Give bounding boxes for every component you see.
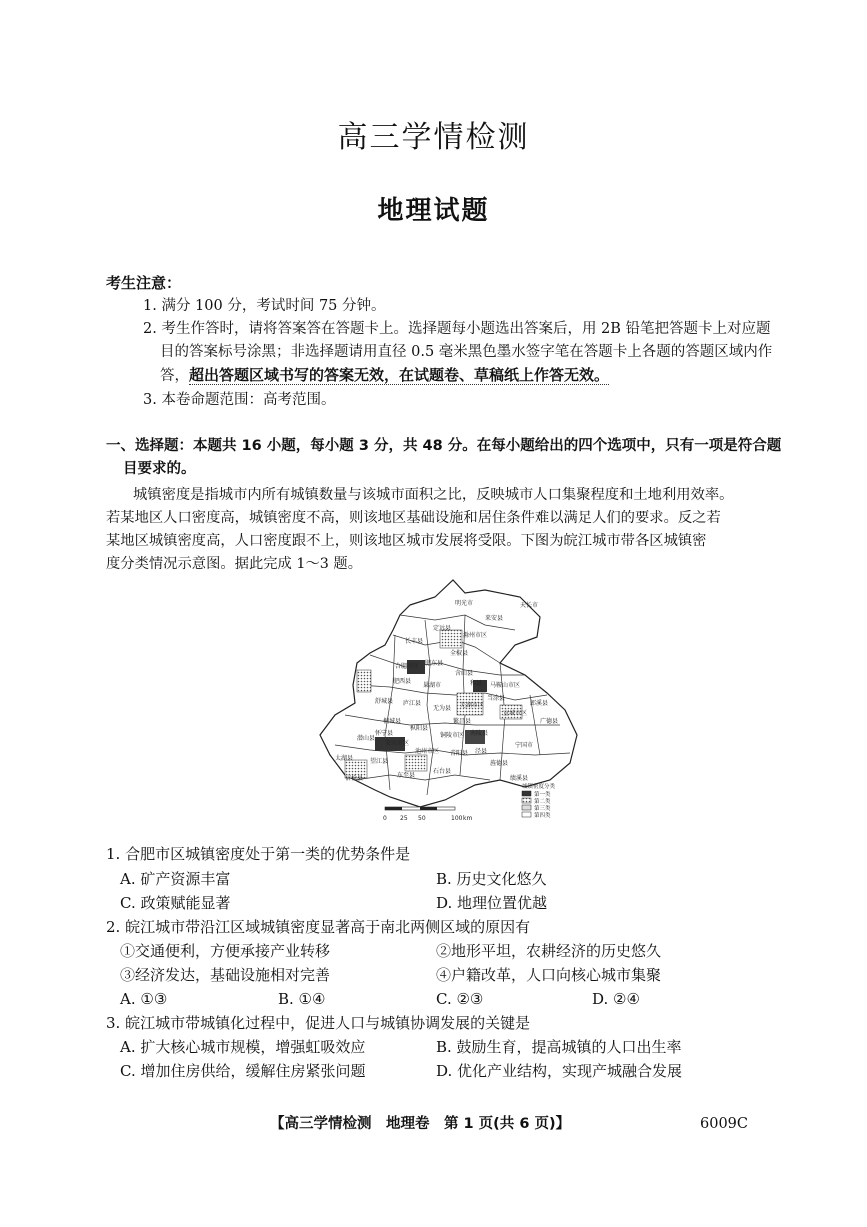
q1-stem: 1. 合肥市区城镇密度处于第一类的优势条件是: [106, 845, 411, 863]
label-susong: 宿松县: [345, 775, 364, 782]
scale-25: 25: [400, 815, 408, 822]
label-huaining: 怀宁县: [375, 730, 394, 737]
label-maanshan: 马鞍山市区: [490, 682, 521, 689]
label-nanling: 南陵县: [470, 730, 489, 737]
q2-option-b: B. ①④: [278, 990, 326, 1008]
label-quanjiao: 全椒县: [450, 650, 469, 657]
label-qingyang: 青阳县: [450, 750, 469, 757]
scale-unit: km: [463, 815, 473, 822]
q2-option-d: D. ②④: [592, 990, 640, 1008]
q3-option-a: A. 扩大核心城市规模，增强虹吸效应: [120, 1038, 366, 1056]
passage-line-3: 某地区城镇密度高，人口密度跟不上，则该地区城市发展将受限。下图为皖江城市带各区城镇密: [106, 533, 707, 549]
legend-title: 城镇密度分类: [522, 784, 556, 790]
passage-line-1: 城镇密度是指城市内所有城镇数量与该城市面积之比，反映城市人口集聚程度和土地利用效率。: [133, 487, 734, 503]
label-wuhu: 芜湖市区: [460, 702, 485, 709]
notice-item-2: 2. 考生作答时，请将答案答在答题卡上。选择题每小题选出答案后，用 2B 铅笔把答题卡上对应题: [143, 321, 771, 337]
label-xuancheng: 宣城市区: [503, 710, 528, 717]
scale-bar: [383, 807, 472, 822]
label-wuwei: 无为县: [433, 705, 452, 712]
passage-line-4: 度分类情况示意图。据此完成 1～3 题。: [106, 556, 363, 572]
label-chizhou: 池州市区: [415, 748, 440, 755]
legend-cat-1: 第一类: [534, 792, 551, 798]
label-laian: 来安县: [485, 615, 504, 622]
label-dangtu: 当涂县: [487, 695, 506, 702]
q1-option-c: C. 政策赋能显著: [120, 894, 231, 912]
subject-title: 地理试题: [377, 196, 490, 226]
label-ningguo: 宁国市: [515, 742, 534, 749]
label-langxi: 郎溪县: [530, 700, 549, 707]
label-lujiang: 庐江县: [403, 700, 422, 707]
label-taihu: 太湖县: [335, 755, 354, 762]
label-dongzhi: 东至县: [397, 772, 416, 779]
label-tianchang: 天长市: [520, 602, 539, 609]
label-fanchang: 繁昌县: [453, 718, 472, 725]
label-guangde: 广德县: [540, 718, 559, 725]
label-hexian: 和县: [470, 680, 483, 687]
label-feidong: 肥东县: [425, 660, 444, 667]
notice-item-1: 1. 满分 100 分，考试时间 75 分钟。: [143, 298, 386, 314]
label-anqing: 安庆市区: [385, 740, 410, 747]
label-mingguang: 明光市: [455, 600, 474, 607]
label-chaohu: 巢湖市: [423, 682, 442, 689]
label-jingxian: 泾县: [475, 748, 488, 755]
notice-item-2-end: [160, 364, 609, 387]
city-density-map: [315, 575, 585, 830]
label-wangjiang: 望江县: [370, 758, 389, 765]
label-qianshan: 潜山县: [357, 735, 376, 742]
q2-statement-2: ②地形平坦，农耕经济的历史悠久: [436, 942, 662, 960]
q3-option-d: D. 优化产业结构，实现产城融合发展: [436, 1062, 683, 1080]
q2-stem: 2. 皖江城市带沿江区域城镇密度显著高于南北两侧区域的原因有: [106, 918, 531, 936]
scale-0: 0: [383, 815, 387, 822]
label-zongyang: 枞阳县: [410, 725, 429, 732]
exam-title: 高三学情检测: [337, 120, 530, 155]
q3-option-c: C. 增加住房供给，缓解住房紧张问题: [120, 1062, 366, 1080]
label-chuzhou: 滁州市区: [463, 632, 488, 639]
notice-emphasis: 超出答题区域书写的答案无效，在试题卷、草稿纸上作答无效。: [189, 366, 610, 384]
q1-option-d: D. 地理位置优越: [436, 894, 548, 912]
label-tongcheng: 桐城县: [383, 718, 402, 725]
notice-item-3: 3. 本卷命题范围：高考范围。: [143, 392, 336, 408]
label-hefei: 合肥市区: [395, 663, 420, 670]
scale-100: 100: [451, 815, 463, 822]
q2-option-c: C. ②③: [436, 990, 484, 1008]
notice-item-2-prefix: 答，: [160, 368, 189, 384]
page-footer: 【高三学情检测 地理卷 第 1 页(共 6 页)】: [270, 1116, 571, 1132]
q3-option-b: B. 鼓励生育，提高城镇的人口出生率: [436, 1038, 682, 1056]
q2-statement-4: ④户籍改革，人口向核心城市集聚: [436, 966, 662, 984]
label-jingde: 旌德县: [490, 760, 509, 767]
label-hanshan: 含山县: [455, 670, 474, 677]
legend-cat-2: 第二类: [534, 799, 551, 805]
paper-code: 6009C: [700, 1116, 748, 1132]
legend-cat-4: 第四类: [534, 813, 551, 819]
q2-statement-3: ③经济发达，基础设施相对完善: [120, 966, 331, 984]
q1-option-b: B. 历史文化悠久: [436, 870, 547, 888]
label-tongling: 铜陵市区: [440, 732, 465, 739]
q2-statement-1: ①交通便利，方便承接产业转移: [120, 942, 331, 960]
scale-50: 50: [418, 815, 426, 822]
q3-stem: 3. 皖江城市带城镇化过程中，促进人口与城镇协调发展的关键是: [106, 1014, 531, 1032]
label-shucheng: 舒城县: [375, 698, 394, 705]
label-dingyuan: 定远县: [433, 625, 452, 632]
section-heading-2: 目要求的。: [123, 461, 196, 477]
section-heading-1: 一、选择题：本题共 16 小题，每小题 3 分，共 48 分。在每小题给出的四个选项中，只有一项是符合题: [106, 438, 782, 454]
legend-cat-3: 第三类: [534, 806, 551, 812]
label-shitai: 石台县: [433, 768, 452, 775]
q2-option-a: A. ①③: [120, 990, 168, 1008]
label-feixi: 肥西县: [393, 678, 412, 685]
label-jixi: 绩溪县: [510, 775, 529, 782]
passage-line-2: 若某地区人口密度高，城镇密度不高，则该地区基础设施和居住条件难以满足人们的要求。反之若: [106, 510, 721, 526]
notice-item-2-cont: 目的答案标号涂黑；非选择题请用直径 0.5 毫米黑色墨水签字笔在答题卡上各题的答题区域内作: [160, 344, 773, 360]
label-changfeng: 长丰县: [405, 638, 424, 645]
q1-option-a: A. 矿产资源丰富: [120, 870, 231, 888]
notice-heading: 考生注意：: [106, 274, 182, 292]
map-legend: [522, 782, 556, 819]
